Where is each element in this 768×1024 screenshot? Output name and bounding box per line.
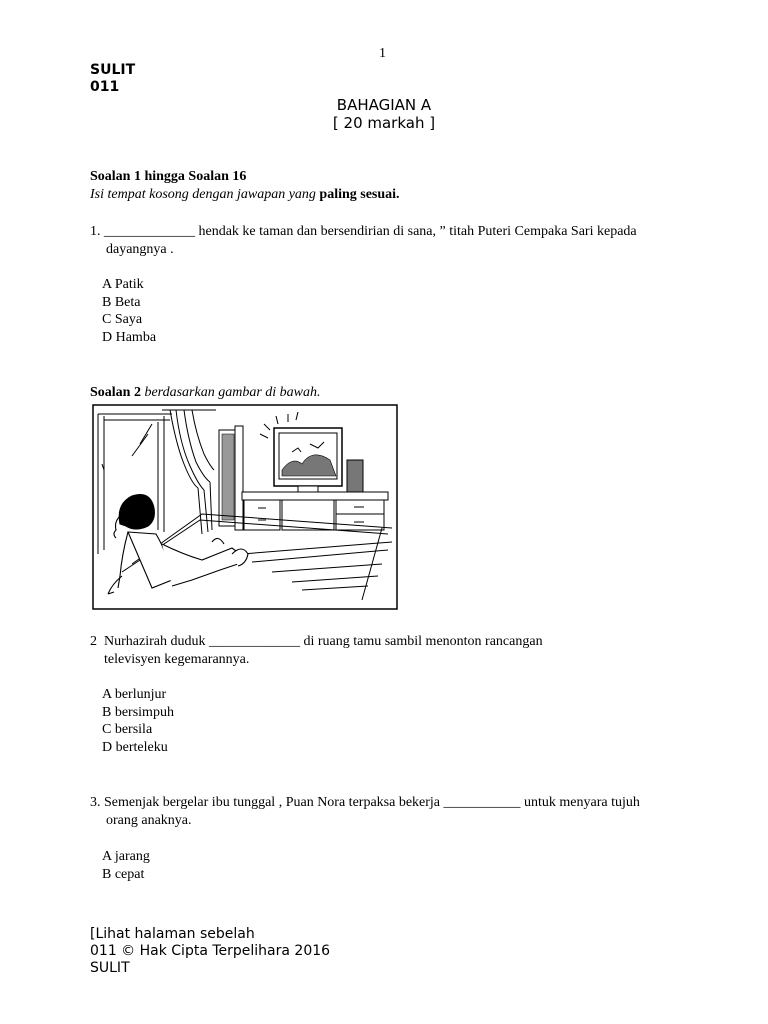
question-1-text: hendak ke taman dan bersendirian di sana, ” titah Puteri Cempaka Sari kepada (198, 224, 637, 239)
left-speaker-side (235, 426, 243, 530)
q2-option-b: B bersimpuh (102, 704, 174, 720)
question-2-options (102, 686, 174, 756)
next-page-note: [Lihat halaman sebelah (90, 926, 255, 942)
page-number: 1 (379, 46, 386, 61)
question-2-intro-bold: Soalan 2 (90, 385, 141, 400)
page-footer (90, 926, 330, 977)
question-2-text-before: Nurhazirah duduk (104, 634, 206, 649)
question-1-blank: _____________ (104, 224, 195, 239)
q2-option-a: A berlunjur (102, 687, 167, 702)
question-2-line2: televisyen kegemarannya. (104, 652, 250, 667)
sulit-label: SULIT (90, 62, 136, 78)
section-marks: [ 20 markah ] (332, 114, 436, 132)
q1-option-a: A Patik (102, 277, 144, 292)
question-3-options (102, 848, 150, 883)
question-3-text-before: Semenjak bergelar ibu tunggal , Puan Nora terpaksa bekerja (104, 795, 441, 810)
footer-sulit: SULIT (90, 960, 130, 976)
question-1-number: 1. (90, 224, 101, 239)
question-3-line1 (90, 794, 640, 812)
question-1-line1 (90, 223, 637, 241)
instructions-text (90, 186, 400, 204)
header-label (90, 62, 135, 96)
section-title: BAHAGIAN A (336, 96, 432, 114)
living-room-illustration (92, 404, 398, 610)
question-3-text-after: untuk menyara tujuh (524, 795, 640, 810)
q2-option-c: C bersila (102, 722, 153, 737)
q3-option-b: B cepat (102, 866, 145, 882)
q1-option-d: D Hamba (102, 329, 157, 345)
right-speaker (347, 460, 363, 496)
question-2-line1 (90, 633, 543, 651)
question-2-number: 2 (90, 634, 97, 649)
television-stand (298, 486, 318, 492)
question-1-options (102, 276, 156, 346)
question-3-line2: orang anaknya. (106, 813, 192, 828)
section-header (0, 96, 768, 132)
question-2-blank: _____________ (208, 634, 300, 649)
question-3-number: 3. (90, 795, 101, 810)
question-2-text-after: di ruang tamu sambil menonton rancangan (303, 634, 543, 649)
copyright-note: 011 © Hak Cipta Terpelihara 2016 (90, 943, 331, 959)
q2-option-d: D berteleku (102, 739, 168, 755)
q1-option-c: C Saya (102, 312, 143, 327)
paper-code: 011 (90, 79, 120, 95)
instructions-heading: Soalan 1 hingga Soalan 16 (90, 169, 247, 184)
question-3-blank: ___________ (443, 795, 521, 810)
question-2-intro (90, 384, 321, 402)
instructions-italic: Isi tempat kosong dengan jawapan yang (90, 187, 316, 202)
question-2-intro-italic: berdasarkan gambar di bawah. (144, 385, 321, 400)
instructions-bold: paling sesuai. (319, 187, 400, 202)
q1-option-b: B Beta (102, 294, 141, 310)
question-1-line2: dayangnya . (106, 242, 174, 257)
q3-option-a: A jarang (102, 849, 150, 864)
left-speaker-grille (222, 434, 234, 520)
